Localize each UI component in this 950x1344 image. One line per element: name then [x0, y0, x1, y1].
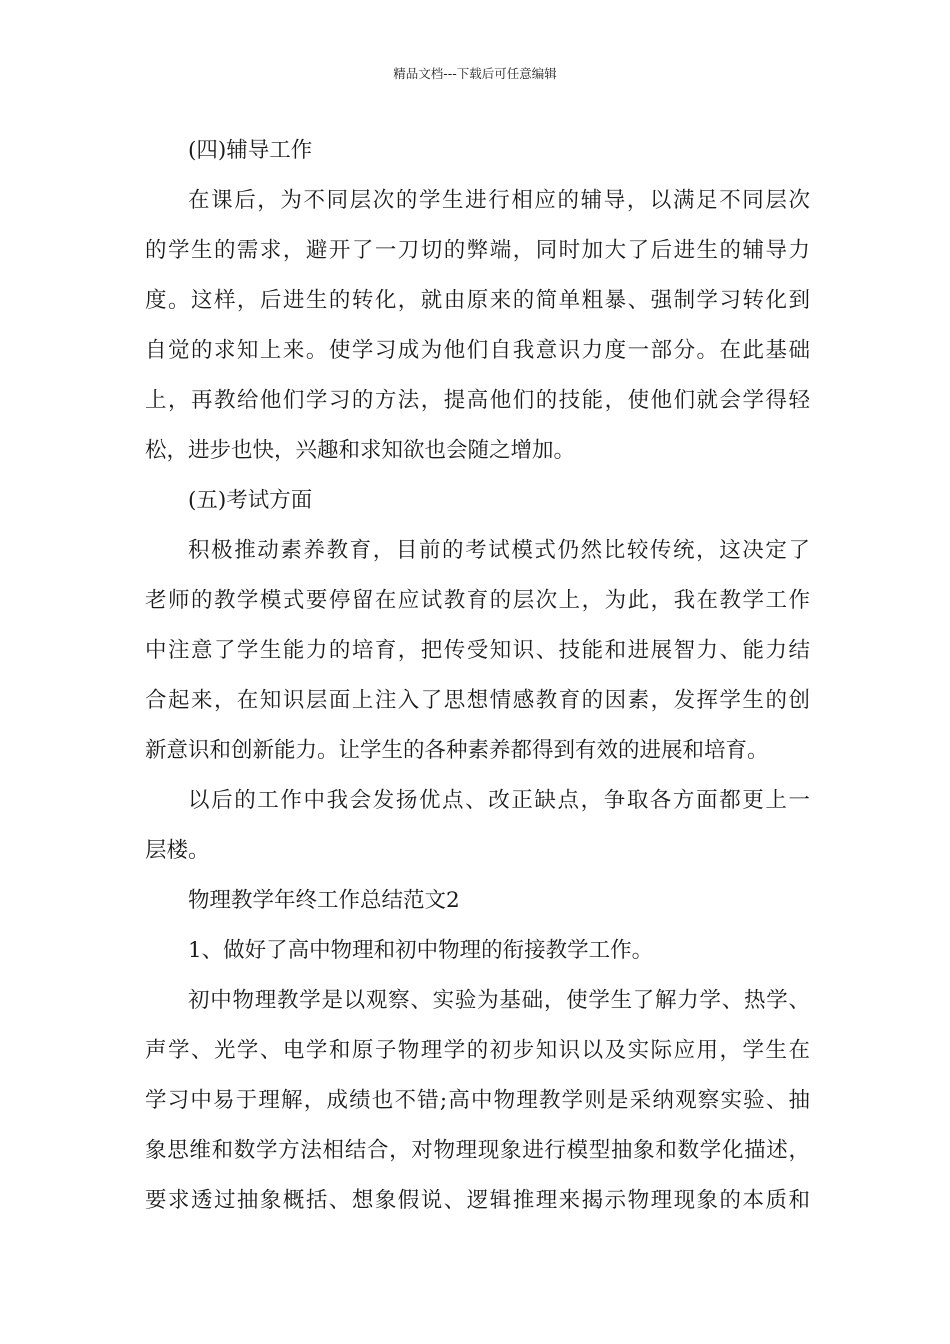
section-heading-exams: (五)考试方面: [188, 488, 313, 513]
paragraph-line: 的学生的需求，避开了一刀切的弊端，同时加大了后进生的辅导力: [145, 238, 810, 263]
paragraph-line: 以后的工作中我会发扬优点、改正缺点，争取各方面都更上一: [188, 788, 810, 813]
paragraph-line: 新意识和创新能力。让学生的各种素养都得到有效的进展和培育。: [145, 738, 769, 763]
document-body: [145, 126, 810, 1226]
paragraph-line: 积极推动素养教育，目前的考试模式仍然比较传统，这决定了: [188, 538, 810, 563]
paragraph-line: 学习中易于理解，成绩也不错;高中物理教学则是采纳观察实验、抽: [145, 1088, 810, 1113]
paragraph-line: 在课后，为不同层次的学生进行相应的辅导，以满足不同层次: [188, 188, 810, 213]
paragraph-line: 初中物理教学是以观察、实验为基础，使学生了解力学、热学、: [188, 988, 810, 1013]
paragraph-line: 声学、光学、电学和原子物理学的初步知识以及实际应用，学生在: [145, 1038, 810, 1063]
paragraph-line: 自觉的求知上来。使学习成为他们自我意识力度一部分。在此基础: [145, 338, 810, 363]
numbered-heading: 1、做好了高中物理和初中物理的衔接教学工作。: [188, 938, 654, 963]
paragraph-line: 合起来，在知识层面上注入了思想情感教育的因素，发挥学生的创: [145, 688, 810, 713]
paragraph-line: 层楼。: [145, 838, 210, 863]
section-heading-tutoring: (四)辅导工作: [188, 138, 313, 163]
paragraph-line: 老师的教学模式要停留在应试教育的层次上，为此，我在教学工作: [145, 588, 810, 613]
paragraph-line: 中注意了学生能力的培育，把传受知识、技能和进展智力、能力结: [145, 638, 810, 663]
paragraph-line: 度。这样，后进生的转化，就由原来的简单粗暴、强制学习转化到: [145, 288, 810, 313]
document-subtitle: 物理教学年终工作总结范文2: [188, 888, 460, 913]
paragraph-line: 上，再教给他们学习的方法，提高他们的技能，使他们就会学得轻: [145, 388, 810, 413]
paragraph-line: 要求透过抽象概括、想象假说、逻辑推理来揭示物理现象的本质和: [145, 1188, 810, 1213]
page-header: 精品文档---下载后可任意编辑: [393, 66, 557, 81]
paragraph-line: 松，进步也快，兴趣和求知欲也会随之增加。: [145, 438, 576, 463]
paragraph-line: 象思维和数学方法相结合，对物理现象进行模型抽象和数学化描述，: [145, 1138, 810, 1163]
